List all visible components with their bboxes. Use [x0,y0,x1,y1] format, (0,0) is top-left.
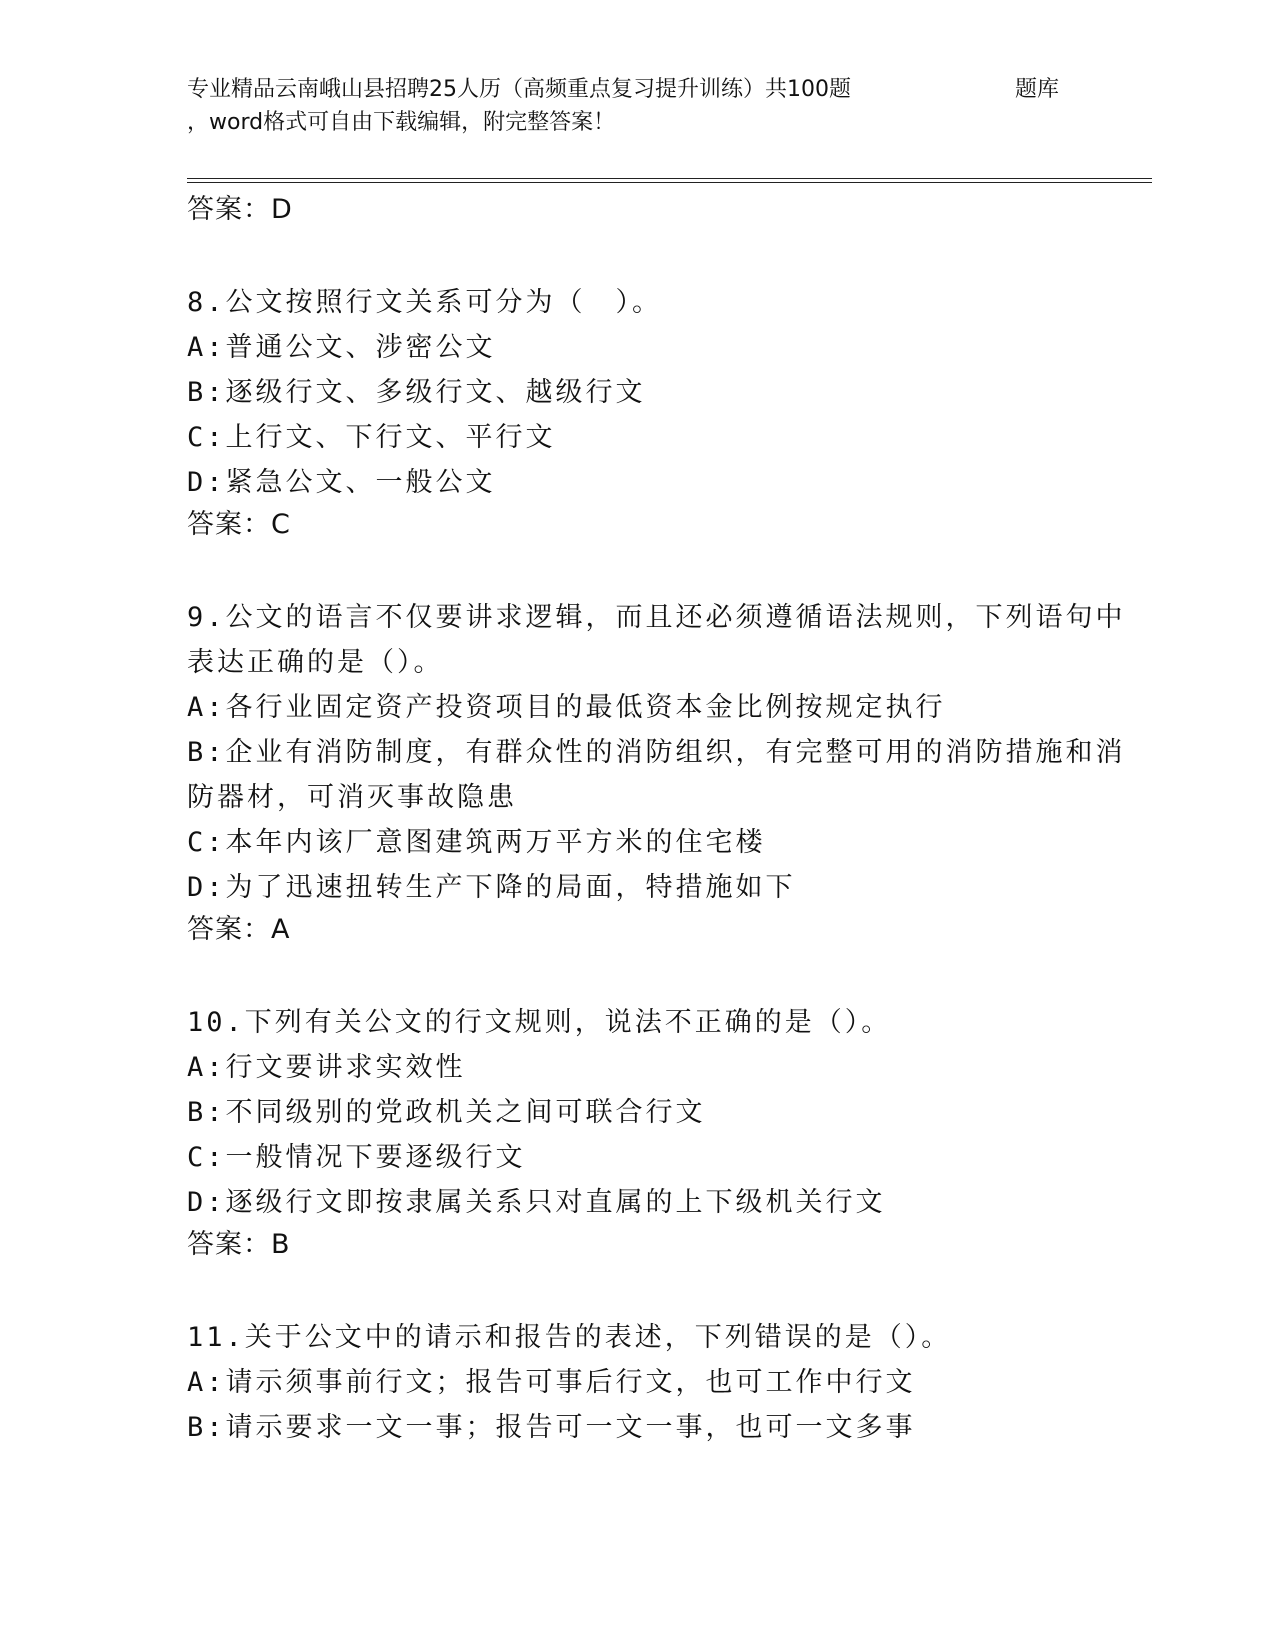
option-b: B:不同级别的党政机关之间可联合行文 [187,1097,706,1128]
question-text: 11.关于公文中的请示和报告的表述，下列错误的是（）。 [187,1322,952,1353]
option-a: A:行文要讲求实效性 [187,1052,466,1083]
document-body [187,190,1147,1450]
option-b: B:逐级行文、多级行文、越级行文 [187,377,646,408]
answer-line: 答案：A [187,914,291,945]
answer-line: 答案：D [187,194,293,225]
option-c: C:一般情况下要逐级行文 [187,1142,526,1173]
page-header [187,74,1147,144]
answer-line: 答案：B [187,1229,291,1260]
option-d: D:逐级行文即按隶属关系只对直属的上下级机关行文 [187,1187,886,1218]
question-text: 10.下列有关公文的行文规则，说法不正确的是（）。 [187,1007,892,1038]
option-c: C:本年内该厂意图建筑两万平方米的住宅楼 [187,827,766,858]
option-d: D:紧急公文、一般公文 [187,467,496,498]
option-a: A:请示须事前行文；报告可事后行文，也可工作中行文 [187,1367,916,1398]
question-text: 8.公文按照行文关系可分为（ ）。 [187,287,663,318]
question-text: 9.公文的语言不仅要讲求逻辑，而且还必须遵循语法规则，下列语句中表达正确的是（）。 [187,602,1126,678]
option-b: B:企业有消防制度，有群众性的消防组织，有完整可用的消防措施和消防器材，可消灭事故隐患 [187,737,1126,813]
question-9 [187,595,1147,950]
option-c: C:上行文、下行文、平行文 [187,422,556,453]
header-tag: 题库 [1015,77,1060,102]
question-10 [187,1000,1147,1265]
question-8 [187,280,1147,545]
option-d: D:为了迅速扭转生产下降的局面，特措施如下 [187,872,796,903]
header-subtitle: ，word格式可自由下载编辑，附完整答案！ [187,110,616,135]
answer-line: 答案：C [187,509,291,540]
option-a: A:普通公文、涉密公文 [187,332,496,363]
question-11 [187,1315,1147,1450]
option-b: B:请示要求一文一事；报告可一文一事，也可一文多事 [187,1412,916,1443]
header-divider [187,178,1152,183]
header-title: 专业精品云南峨山县招聘25人历（高频重点复习提升训练）共100题 [187,77,851,102]
option-a: A:各行业固定资产投资项目的最低资本金比例按规定执行 [187,692,946,723]
